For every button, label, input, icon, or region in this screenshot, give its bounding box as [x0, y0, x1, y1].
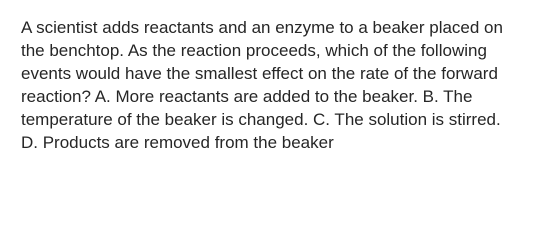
question-line: the benchtop. As the reaction proceeds, which of the following	[21, 41, 487, 60]
question-line: events would have the smallest effect on the rate of the forward	[21, 64, 498, 83]
question-line: temperature of the beaker is changed. C. The solution is stirred.	[21, 110, 501, 129]
question-line: A scientist adds reactants and an enzyme to a beaker placed on	[21, 18, 503, 37]
question-line: D. Products are removed from the beaker	[21, 133, 334, 152]
question-line: reaction? A. More reactants are added to the beaker. B. The	[21, 87, 473, 106]
